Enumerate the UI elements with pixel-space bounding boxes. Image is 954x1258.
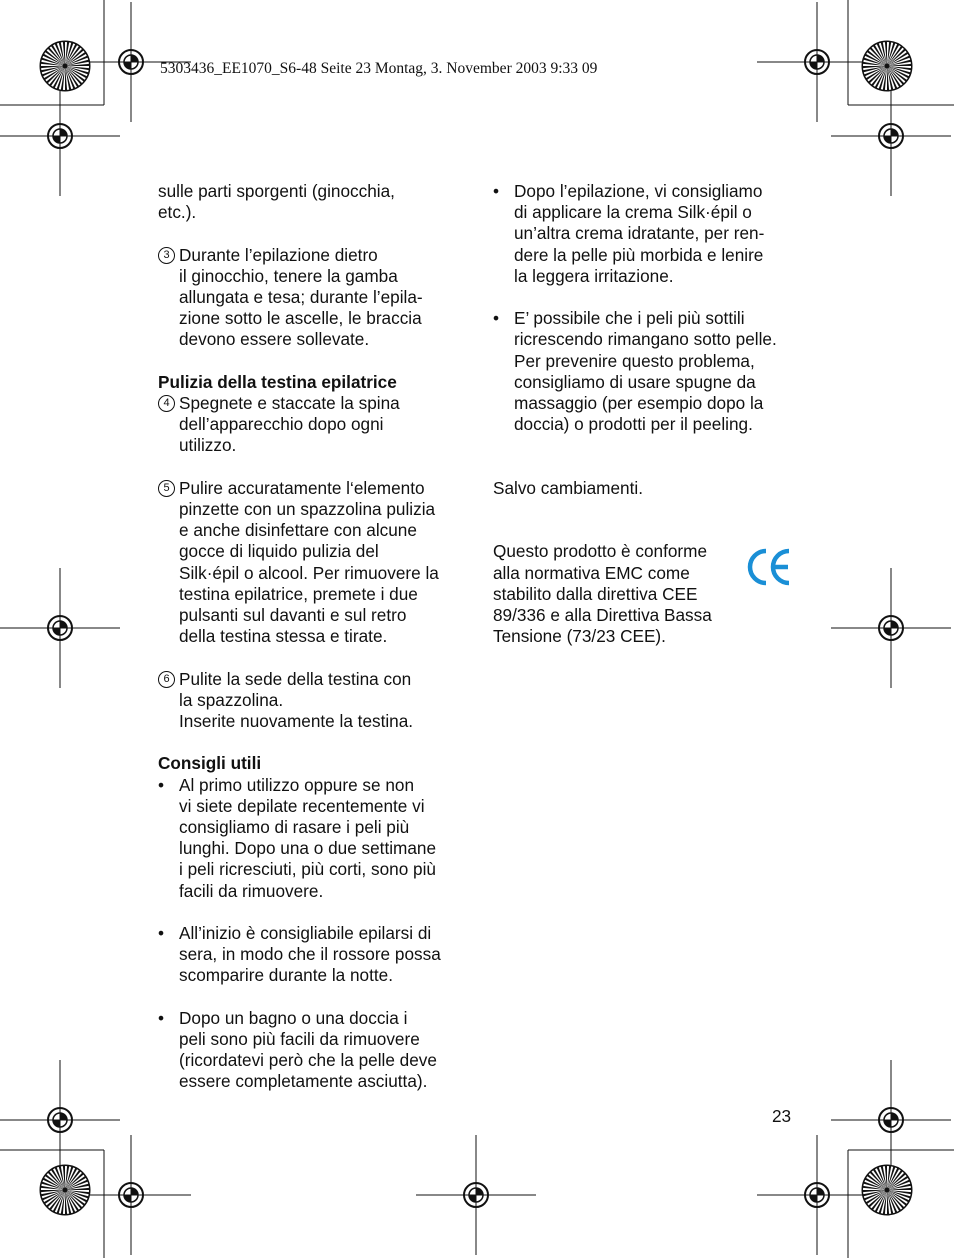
text-line: Questo prodotto è conforme bbox=[493, 541, 708, 562]
registration-mark-icon bbox=[831, 1060, 951, 1180]
registration-mark-icon bbox=[416, 1135, 536, 1255]
registration-mark-icon bbox=[757, 2, 877, 122]
text-line: testina epilatrice, premete i due bbox=[179, 583, 418, 604]
registration-mark-icon bbox=[831, 76, 951, 196]
reserved-changes-note: Salvo cambiamenti. bbox=[493, 477, 643, 498]
tip-item bbox=[158, 1008, 458, 1093]
text-line: allungata e tesa; durante l’epila- bbox=[179, 287, 423, 307]
step-4 bbox=[158, 393, 458, 457]
text-line: pinzette con un spazzolina pulizia bbox=[179, 499, 436, 519]
text-line: essere completamente asciutta). bbox=[179, 1071, 428, 1092]
left-column bbox=[158, 181, 458, 1093]
text-line: sulle parti sporgenti (ginocchia, bbox=[158, 181, 395, 201]
registration-mark-icon bbox=[0, 1060, 120, 1180]
text-line: facili da rimuovere. bbox=[179, 880, 324, 901]
page-number: 23 bbox=[772, 1106, 792, 1126]
tip-item bbox=[493, 181, 793, 287]
text-line: zione sotto le ascelle, le braccia bbox=[179, 308, 422, 329]
tip-item bbox=[158, 775, 458, 902]
registration-mark-icon bbox=[757, 1135, 877, 1255]
text-line: Per prevenire questo problema, bbox=[514, 350, 755, 371]
registration-mark-icon bbox=[0, 568, 120, 688]
text-line: Silk·épil o alcool. Per rimuovere la bbox=[179, 562, 439, 583]
text-line: e anche disinfettare con alcune bbox=[179, 520, 417, 541]
text-line: All’inizio è consigliabile epilarsi di bbox=[179, 923, 432, 944]
text-line: dell’apparecchio dopo ogni bbox=[179, 414, 384, 435]
registration-mark-icon bbox=[831, 568, 951, 688]
bullet-icon: • bbox=[493, 308, 500, 329]
step-5 bbox=[158, 478, 458, 648]
step-number-badge: 3 bbox=[158, 247, 175, 264]
text-line: vi siete depilate recentemente vi bbox=[179, 795, 425, 816]
radial-star-target-icon bbox=[40, 41, 90, 91]
text-line: dere la pelle più morbida e lenire bbox=[514, 244, 764, 265]
text-line: Inserite nuovamente la testina. bbox=[179, 711, 414, 732]
right-column bbox=[493, 181, 793, 669]
conformity-statement bbox=[493, 541, 738, 647]
text-line: della testina stessa e tirate. bbox=[179, 626, 388, 647]
text-line: etc.). bbox=[158, 202, 197, 223]
text-line: utilizzo. bbox=[179, 435, 237, 456]
text-line: i peli ricresciuti, più corti, sono più bbox=[179, 859, 436, 880]
tip-item bbox=[493, 308, 793, 435]
text-line: ricrescendo rimangano sotto pelle. bbox=[514, 329, 777, 350]
continuation-text bbox=[158, 181, 458, 223]
registration-mark-icon bbox=[0, 76, 120, 196]
step-6 bbox=[158, 669, 458, 733]
text-line: 89/336 e alla Direttiva Bassa bbox=[493, 604, 712, 625]
text-line: Tensione (73/23 CEE). bbox=[493, 626, 666, 647]
text-line: un’altra crema idratante, per ren- bbox=[514, 223, 765, 244]
text-line: devono essere sollevate. bbox=[179, 329, 370, 350]
tip-item bbox=[158, 923, 458, 987]
bullet-icon: • bbox=[493, 181, 500, 201]
text-line: Pulire accuratamente l‘elemento bbox=[179, 477, 425, 498]
text-line: Al primo utilizzo oppure se non bbox=[179, 774, 415, 795]
text-line: Spegnete e staccate la spina bbox=[179, 393, 400, 413]
text-line: Dopo un bagno o una doccia i bbox=[179, 1007, 408, 1028]
step-number-badge: 4 bbox=[158, 395, 175, 412]
print-slug-header: 5303436_EE1070_S6-48 Seite 23 Montag, 3. November 2003 9:33 09 bbox=[160, 60, 598, 77]
text-line: la leggera irritazione. bbox=[514, 265, 674, 286]
text-line: pulsanti sul davanti e sul retro bbox=[179, 605, 407, 626]
text-line: consigliamo di usare spugne da bbox=[514, 371, 756, 392]
text-line: scomparire durante la notte. bbox=[179, 965, 394, 986]
bullet-icon: • bbox=[158, 1007, 165, 1028]
radial-star-target-icon bbox=[862, 1165, 912, 1215]
text-line: massaggio (per esempio dopo la bbox=[514, 393, 764, 414]
step-number-badge: 6 bbox=[158, 671, 175, 688]
text-line: sera, in modo che il rossore possa bbox=[179, 944, 441, 965]
text-line: Durante l’epilazione dietro bbox=[179, 244, 378, 265]
text-line: la spazzolina. bbox=[179, 689, 284, 710]
radial-star-target-icon bbox=[862, 41, 912, 91]
text-line: lunghi. Dopo una o due settimane bbox=[179, 838, 437, 859]
text-line: E’ possibile che i peli più sottili bbox=[514, 308, 745, 329]
radial-star-target-icon bbox=[40, 1165, 90, 1215]
section-heading-cleaning: Pulizia della testina epilatrice bbox=[158, 371, 397, 392]
text-line: il ginocchio, tenere la gamba bbox=[179, 265, 398, 286]
ce-mark-icon bbox=[745, 546, 793, 588]
text-line: stabilito dalla direttiva CEE bbox=[493, 583, 698, 604]
text-line: consigliamo di rasare i peli più bbox=[179, 817, 410, 838]
step-number-badge: 5 bbox=[158, 480, 175, 497]
text-line: Dopo l’epilazione, vi consigliamo bbox=[514, 181, 763, 201]
step-3 bbox=[158, 245, 458, 351]
text-line: doccia) o prodotti per il peeling. bbox=[514, 414, 753, 435]
text-line: Pulite la sede della testina con bbox=[179, 668, 412, 689]
section-heading-tips: Consigli utili bbox=[158, 753, 262, 774]
bullet-icon: • bbox=[158, 774, 165, 795]
text-line: gocce di liquido pulizia del bbox=[179, 541, 379, 562]
bullet-icon: • bbox=[158, 923, 165, 944]
text-line: alla normativa EMC come bbox=[493, 562, 690, 583]
text-line: (ricordatevi però che la pelle deve bbox=[179, 1050, 437, 1071]
text-line: peli sono più facili da rimuovere bbox=[179, 1029, 420, 1050]
text-line: di applicare la crema Silk·épil o bbox=[514, 202, 752, 223]
